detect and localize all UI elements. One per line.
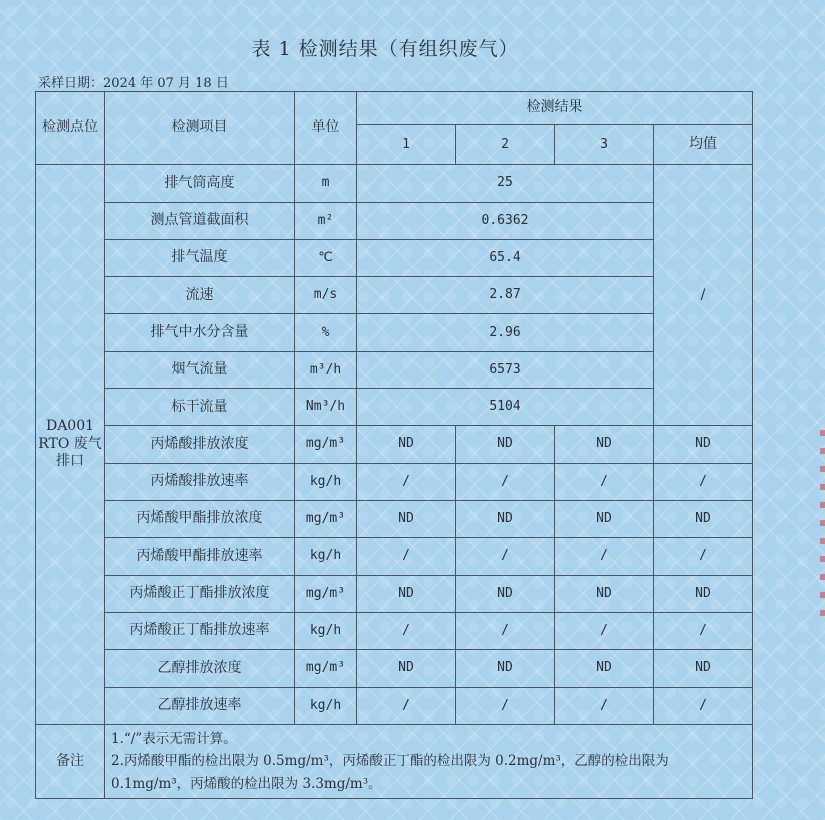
pollutant-value-2: / <box>456 612 555 649</box>
merged-avg: / <box>654 165 753 426</box>
table-row <box>36 501 753 538</box>
remark-line: 0.1mg/m³，丙烯酸的检出限为 3.3mg/m³。 <box>111 775 382 792</box>
pollutant-value-2: / <box>456 687 555 724</box>
results-table <box>35 91 753 799</box>
pollutant-value-3: / <box>555 538 654 575</box>
header-point: 检测点位 <box>36 92 105 165</box>
param-unit: m/s <box>295 277 357 314</box>
pollutant-unit: kg/h <box>295 612 357 649</box>
pollutant-value-1: ND <box>357 650 456 687</box>
pollutant-value-3: ND <box>555 650 654 687</box>
pollutant-item: 丙烯酸排放浓度 <box>105 426 295 463</box>
pollutant-value-3: / <box>555 612 654 649</box>
pollutant-value-1: / <box>357 612 456 649</box>
pollutant-value-2: ND <box>456 426 555 463</box>
remarks-row <box>36 724 753 798</box>
param-unit: % <box>295 314 357 351</box>
header-unit: 单位 <box>295 92 357 165</box>
remark-line: 2.丙烯酸甲酯的检出限为 0.5mg/m³，丙烯酸正丁酯的检出限为 0.2mg/m³，乙醇的检出限为 <box>111 753 669 770</box>
pollutant-unit: kg/h <box>295 463 357 500</box>
pollutant-value-2: ND <box>456 575 555 612</box>
table-row <box>36 277 753 314</box>
param-item: 烟气流量 <box>105 351 295 388</box>
table-row <box>36 239 753 276</box>
param-value: 5104 <box>357 389 654 426</box>
pollutant-value-1: / <box>357 463 456 500</box>
table-row <box>36 575 753 612</box>
pollutant-value-1: ND <box>357 575 456 612</box>
pollutant-unit: mg/m³ <box>295 575 357 612</box>
pollutant-unit: kg/h <box>295 538 357 575</box>
param-item: 标干流量 <box>105 389 295 426</box>
param-unit: m <box>295 165 357 202</box>
pollutant-value-3: ND <box>555 501 654 538</box>
pollutant-value-2: / <box>456 463 555 500</box>
pollutant-item: 丙烯酸甲酯排放浓度 <box>105 501 295 538</box>
header-col-2: 2 <box>456 125 555 165</box>
remarks-label: 备注 <box>36 724 105 798</box>
pollutant-avg: / <box>654 687 753 724</box>
pollutant-value-3: ND <box>555 426 654 463</box>
table-row <box>36 165 753 202</box>
pollutant-value-1: / <box>357 538 456 575</box>
param-unit: ℃ <box>295 239 357 276</box>
sample-date: 采样日期：2024 年 07 月 18 日 <box>38 76 229 91</box>
pollutant-avg: / <box>654 612 753 649</box>
table-row <box>36 426 753 463</box>
pollutant-unit: mg/m³ <box>295 501 357 538</box>
table-row <box>36 202 753 239</box>
pollutant-value-3: / <box>555 463 654 500</box>
param-value: 25 <box>357 165 654 202</box>
pollutant-value-2: / <box>456 538 555 575</box>
table-row <box>36 612 753 649</box>
pollutant-item: 乙醇排放浓度 <box>105 650 295 687</box>
pollutant-avg: / <box>654 538 753 575</box>
red-seal-edge <box>820 430 825 620</box>
param-item: 流速 <box>105 277 295 314</box>
pollutant-item: 丙烯酸甲酯排放速率 <box>105 538 295 575</box>
pollutant-avg: ND <box>654 426 753 463</box>
param-value: 2.87 <box>357 277 654 314</box>
point-name: DA001 RTO 废气排口 <box>36 165 105 725</box>
pollutant-value-2: ND <box>456 501 555 538</box>
pollutant-unit: kg/h <box>295 687 357 724</box>
pollutant-value-3: ND <box>555 575 654 612</box>
param-item: 测点管道截面积 <box>105 202 295 239</box>
pollutant-value-3: / <box>555 687 654 724</box>
table-row <box>36 351 753 388</box>
document-title: 表 1 检测结果（有组织废气） <box>251 38 519 60</box>
param-value: 6573 <box>357 351 654 388</box>
remark-line: 1.“/”表示无需计算。 <box>111 731 237 748</box>
param-unit: m² <box>295 202 357 239</box>
table-row <box>36 538 753 575</box>
table-row <box>36 650 753 687</box>
param-item: 排气筒高度 <box>105 165 295 202</box>
param-value: 65.4 <box>357 239 654 276</box>
header-avg: 均值 <box>654 125 753 165</box>
table-row <box>36 687 753 724</box>
pollutant-value-1: / <box>357 687 456 724</box>
param-item: 排气中水分含量 <box>105 314 295 351</box>
param-unit: Nm³/h <box>295 389 357 426</box>
param-value: 0.6362 <box>357 202 654 239</box>
param-item: 排气温度 <box>105 239 295 276</box>
header-col-3: 3 <box>555 125 654 165</box>
header-result: 检测结果 <box>357 92 753 125</box>
table-row <box>36 463 753 500</box>
pollutant-value-1: ND <box>357 501 456 538</box>
pollutant-avg: ND <box>654 501 753 538</box>
param-value: 2.96 <box>357 314 654 351</box>
pollutant-avg: / <box>654 463 753 500</box>
remarks-text <box>105 724 753 798</box>
header-item: 检测项目 <box>105 92 295 165</box>
table-row <box>36 314 753 351</box>
pollutant-unit: mg/m³ <box>295 650 357 687</box>
pollutant-value-2: ND <box>456 650 555 687</box>
pollutant-item: 丙烯酸正丁酯排放浓度 <box>105 575 295 612</box>
pollutant-avg: ND <box>654 575 753 612</box>
header-col-1: 1 <box>357 125 456 165</box>
pollutant-item: 丙烯酸排放速率 <box>105 463 295 500</box>
pollutant-item: 乙醇排放速率 <box>105 687 295 724</box>
pollutant-unit: mg/m³ <box>295 426 357 463</box>
pollutant-item: 丙烯酸正丁酯排放速率 <box>105 612 295 649</box>
pollutant-avg: ND <box>654 650 753 687</box>
param-unit: m³/h <box>295 351 357 388</box>
table-row <box>36 389 753 426</box>
pollutant-value-1: ND <box>357 426 456 463</box>
